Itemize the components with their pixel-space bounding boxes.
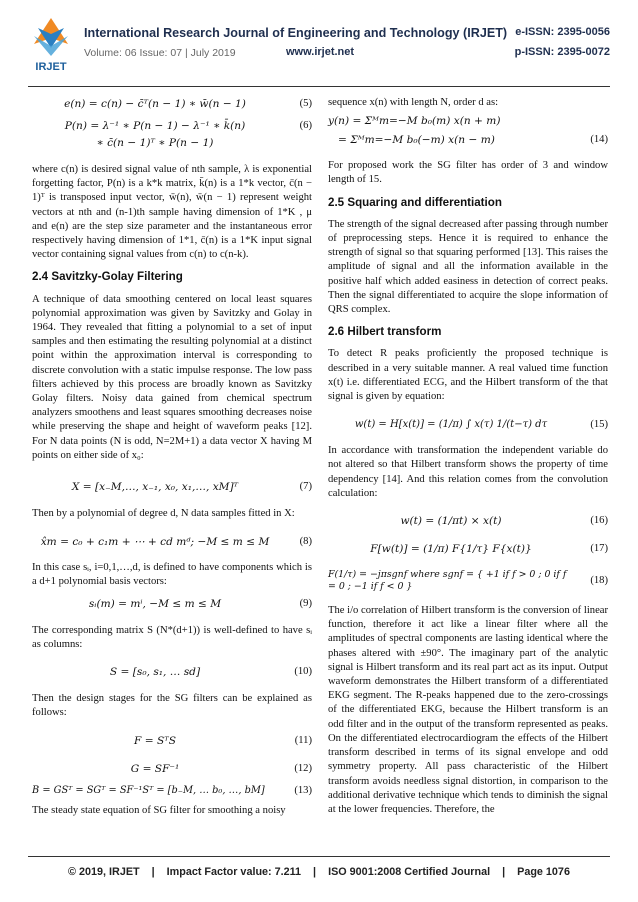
section-heading-2-5: 2.5 Squaring and differentiation (328, 195, 502, 209)
equation-13: B = GSᵀ = SGᵀ = SF⁻¹Sᵀ = [b₋M, … b₀, …, bM] (13) (32, 784, 312, 796)
equation-12: G = SF⁻¹ (12) (130, 762, 312, 775)
paragraph: In accordance with transformation the independent variable do not altered so that Hilbert transform shows the property of time dependency [14]. And this relation comes from the convolution calculation: (328, 445, 608, 499)
section-heading-2-6: 2.6 Hilbert transform (328, 325, 442, 339)
equation-15: w(t) = H[x(t)] = (1/π) ∫ x(τ) 1/(t−τ) dτ (15) (354, 418, 608, 430)
paragraph: For proposed work the SG filter has order of 3 and window length of 15. (328, 160, 608, 186)
equation-17: F[w(t)] = (1/π) F{1/τ} F{x(t)} (17) (370, 543, 608, 556)
equation-6-cont: ∗ c̄(n − 1)ᵀ ∗ P(n − 1) (96, 137, 214, 150)
equation-14b: = Σᴹm=−M b₀(−m) x(n − m) (14) (338, 133, 608, 146)
pissn: p-ISSN: 2395-0072 (514, 46, 610, 58)
paragraph: A technique of data smoothing centered on local least squares polynomial approximation was given by Savitzky and Golay in 1964. They revealed that fitting a polynomial to a set of input samples and then estimating the resulting polynomial at a distinct point within the approximation interval is corresponding to discrete convolution with a static impulse response. The low pass filters achieved by this process are broadly known as Savitzky Golay filters. Noisy data gained from chemical spectrum analyzers smoothens and least squares smoothing decreases noise while preserving the shape and height of waveform peaks [12]. For N data points (N is odd, N=2M+1) a data vector X having M points on either side of x₀: (32, 293, 312, 461)
page-footer: © 2019, IRJET | Impact Factor value: 7.211 | ISO 9001:2008 Certified Journal | Page 1076 (68, 866, 570, 878)
paragraph: The steady state equation of SG filter for smoothing a noisy (32, 805, 286, 817)
paragraph: In this case sᵢ, i=0,1,…,d, is defined to have components which is a d+1 polynomial basis vectors: (32, 562, 312, 588)
equation-18: F(1/τ) = −jπsgnf where sgnf = { +1 if f > 0 ; 0 if f = 0 ; −1 if f < 0 } (18) (328, 569, 608, 593)
paragraph: Then the design stages for the SG filters can be explained as follows: (32, 693, 312, 719)
equation-9: sᵢ(m) = mⁱ, −M ≤ m ≤ M (9) (88, 598, 312, 611)
equation-7: X = [x₋M,…, x₋₁, x₀, x₁,…, xM]ᵀ (7) (71, 481, 312, 494)
equation-16: w(t) = (1/πt) × x(t) (16) (400, 515, 608, 528)
paragraph: The strength of the signal decreased after passing through number of preprocessing steps. Hence it is required to enhance the strength of signal so that squaring performed [13]. This raises the amplitude of signal and all the information available in the positive half which added easiness in detection of correct peaks. Then the signal differentiated to acquire the slope information of QRS complex. (328, 218, 608, 316)
svg-text:IRJET: IRJET (35, 61, 67, 73)
footer-rule (28, 856, 610, 857)
irjet-logo (28, 14, 74, 76)
paragraph: sequence x(n) with length N, order d as: (328, 97, 499, 108)
page-header (28, 14, 610, 84)
right-column (328, 96, 608, 823)
eissn: e-ISSN: 2395-0056 (515, 26, 610, 38)
section-heading-2-4: 2.4 Savitzky-Golay Filtering (32, 270, 183, 284)
paragraph: To detect R peaks proficiently the proposed technique is described in a very suitable manner. A real valued time function x(t) i.e. differentiated ECG, and the Hilbert transform of the that signal is given by equation: (328, 348, 608, 403)
equation-14a: y(n) = Σᴹm=−M b₀(m) x(n + m) (328, 114, 501, 127)
header-rule (28, 86, 610, 87)
journal-website: www.irjet.net (286, 46, 355, 58)
equation-10: S = [s₀, s₁, … sd] (10) (109, 666, 312, 679)
paragraph: Then by a polynomial of degree d, N data samples fitted in X: (32, 508, 295, 520)
paragraph: The i/o correlation of Hilbert transform is the conversion of linear function, therefore it act like a linear filter where all the amplitudes of spectral components are lasting identical where the phases altered with ±90°. The imaginary part of the analytic signal is Hilbert transform and its real part act as its input. Output waveform demonstrates the Hilbert transform of a differentiated EKG segment. The R-peaks happened due to the zero-crossings of the differentiated EKG, because the Hilbert transform is an odd filter and in the output of the transform represented as peaks. On the differentiated electrocardiogram the effects of the Hilbert transform described in terms of its signal envelope and odd symmetry property. All pass characteristic of the Hilbert transform avoids needless signal distortion, in comparison to the additional derivative technique which tends to diminish the signal at the lower frequencies. Therefore, the (328, 605, 608, 815)
paragraph: The corresponding matrix S (N*(d+1)) is well-defined to have sᵢ as columns: (32, 624, 312, 650)
equation-11: F = SᵀS (11) (134, 734, 312, 747)
journal-title: International Research Journal of Engineering and Technology (IRJET) (84, 26, 508, 40)
volume-issue: Volume: 06 Issue: 07 | July 2019 (84, 47, 236, 59)
left-column (32, 96, 312, 825)
equation-6: P(n) = λ⁻¹ ∗ P(n − 1) − λ⁻¹ ∗ k̄(n) (6) (64, 120, 312, 133)
equation-5: e(n) = c(n) − c̄ᵀ(n − 1) ∗ w̄(n − 1) (5) (64, 98, 312, 111)
equation-8: x̂m = c₀ + c₁m + ⋯ + cd mᵈ; −M ≤ m ≤ M (8) (40, 535, 312, 548)
paragraph: where c(n) is desired signal value of nth sample, λ is exponential forgetting factor, P(n) is a k*k matrix, k̄(n) is a 1*k vector, c̄(n − 1)ᵀ is transposed input vector, w̄(n), w̄(n − 1) represent weight vectors at nth and (n-1)th sample having dimension of 1*K , μ and e(n) are the step size parameter and the instantaneous error respectively having dimension of 1*1, c̄(n) is a 1*K input signal vector containing signal values from c(n) to c(n-k). (32, 164, 312, 261)
